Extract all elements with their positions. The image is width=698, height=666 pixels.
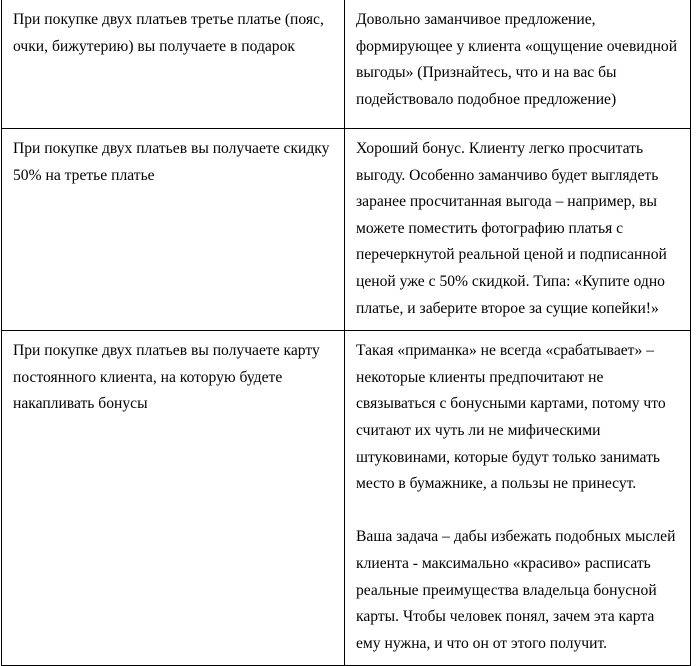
table-body (2, 0, 691, 666)
table-row (2, 129, 691, 331)
comment-cell (345, 129, 691, 331)
offer-text: При покупке двух платьев третье платье (пояс, очки, бижутерию) вы получаете в подарок (13, 11, 324, 55)
comment-cell (345, 331, 691, 666)
offer-text: При покупке двух платьев вы получаете скидку 50% на третье платье (13, 140, 330, 184)
table-row (2, 0, 691, 129)
offer-cell (2, 331, 345, 666)
comment-paragraph: Такая «приманка» не всегда «срабатывает» – некоторые клиенты предпочитают не связываться с бонусными картами, потому что считают их чуть ли не мифическими штуковинами, которые будут только занимать место в бумажнике, а пользы не принесут. (356, 342, 666, 493)
offer-cell (2, 0, 345, 129)
comment-cell (345, 0, 691, 129)
comment-paragraph: Ваша задача – дабы избежать подобных мыслей клиента - максимально «красиво» расписать реальные преимущества владельца бонусной карты. Чтобы человек понял, зачем эта карта ему нужна, и что он от этого получит. (356, 528, 676, 652)
offer-text: При покупке двух платьев вы получаете карту постоянного клиента, на которую будете накапливать бонусы (13, 342, 320, 413)
table-row (2, 331, 691, 666)
offer-cell (2, 129, 345, 331)
comparison-table (1, 0, 691, 666)
comment-paragraph: Хороший бонус. Клиенту легко просчитать выгоду. Особенно заманчиво будет выглядеть заранее просчитанная выгода – например, вы можете поместить фотографию платья с перечеркнутой реальной ценой и подписанной ценой уже с 50% скидкой. Типа: «Купите одно платье, и заберите второе за сущие копейки!» (356, 140, 667, 317)
comment-paragraph: Довольно заманчивое предложение, формирующее у клиента «ощущение очевидной выгоды» (Признайтесь, что и на вас бы подействовало подобное предложение) (356, 11, 678, 108)
